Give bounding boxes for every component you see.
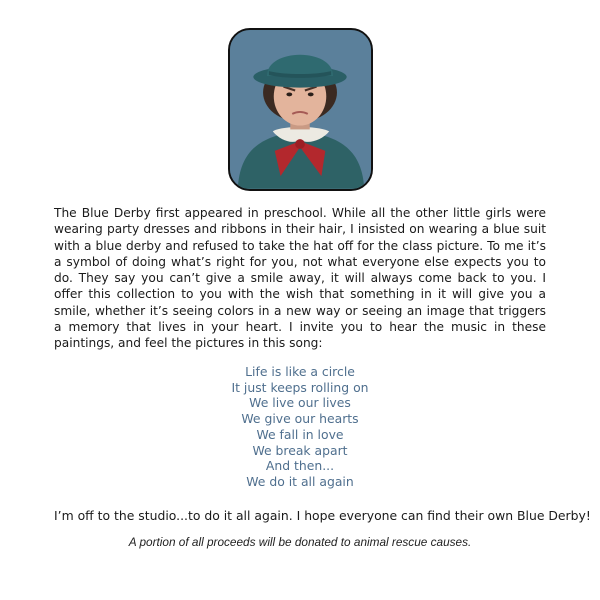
song-line: And then... bbox=[265, 458, 335, 474]
girl-in-blue-derby-photo bbox=[228, 28, 373, 191]
song-line: Life is like a circle bbox=[245, 364, 355, 379]
donation-note: A portion of all proceeds will be donated to animal rescue causes. bbox=[128, 535, 472, 549]
song-line: We live our lives bbox=[249, 395, 351, 411]
song-line: It just keeps rolling on bbox=[231, 379, 369, 395]
song-lyrics bbox=[0, 364, 600, 490]
song-line: We break apart bbox=[252, 442, 348, 458]
song-line: We give our hearts bbox=[241, 411, 359, 427]
closing-line: I’m off to the studio...to do it all again. I hope everyone can find their own Blue Derby! bbox=[54, 508, 591, 523]
story-paragraph: The Blue Derby first appeared in preschool. While all the other little girls were wearing party dresses and ribbons in their hair, I insisted on wearing a blue suit with a blue derby and refused to take the hat off for the class picture. To me it’s a symbol of doing what’s right for you, not what everyone else expects you to do. They say you can’t give a smile away, it will always come back to you. I offer this collection to you with the wish that something in it will give you a smile, whether it’s seeing colors in a new way or seeing an image that triggers a memory that lives in your heart. I invite you to hear the music in these paintings, and feel the pictures in this song: bbox=[54, 206, 546, 351]
song-line: We do it all again bbox=[246, 473, 354, 489]
song-line: We fall in love bbox=[256, 426, 344, 442]
